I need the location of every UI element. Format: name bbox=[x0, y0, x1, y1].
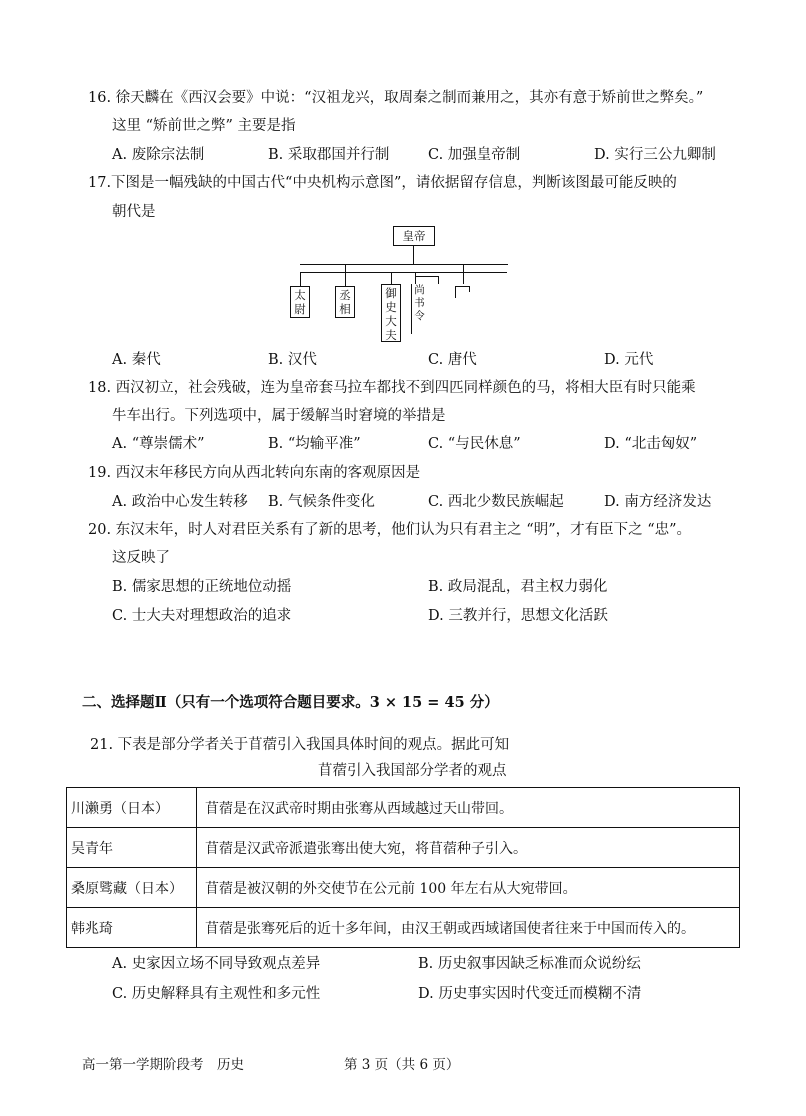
q21-option-b: B. 历史叙事因缺乏标准而众说纷纭 bbox=[418, 956, 641, 972]
q16-stem-line2: 这里 “矫前世之弊” 主要是指 bbox=[112, 118, 296, 134]
q21-table-title: 苜蓿引入我国部分学者的观点 bbox=[318, 763, 507, 779]
q18-stem-line2: 牛车出行。下列选项中，属于缓解当时窘境的举措是 bbox=[112, 408, 446, 424]
q19-option-a: A. 政治中心发生转移 bbox=[112, 494, 248, 510]
diagram-connector bbox=[300, 272, 301, 286]
diagram-box-shangshuling: 尚 书 令 bbox=[411, 284, 427, 334]
diagram-box-taiwei: 太 尉 bbox=[290, 286, 310, 318]
table-row bbox=[67, 828, 740, 868]
q19-option-c: C. 西北少数民族崛起 bbox=[428, 494, 564, 510]
q18-option-a: A. “尊崇儒术” bbox=[112, 436, 205, 452]
q16-option-a: A. 废除宗法制 bbox=[112, 147, 205, 163]
q21-option-c: C. 历史解释具有主观性和多元性 bbox=[112, 986, 321, 1002]
q17-option-b: B. 汉代 bbox=[268, 352, 317, 368]
table-row bbox=[67, 868, 740, 908]
q17-stem-line1: 17.下图是一幅残缺的中国古代“中央机构示意图”，请依据留存信息，判断该图最可能反映的 bbox=[88, 175, 677, 191]
q17-stem-line2: 朝代是 bbox=[112, 204, 156, 220]
diagram-fragment bbox=[469, 286, 470, 292]
diagram-fragment bbox=[455, 286, 469, 287]
q20-option-c: C. 士大夫对理想政治的追求 bbox=[112, 608, 292, 624]
q16-option-d: D. 实行三公九卿制 bbox=[594, 147, 716, 163]
q21-option-a: A. 史家因立场不同导致观点差异 bbox=[112, 956, 321, 972]
q20-option-d: D. 三教并行，思想文化活跃 bbox=[428, 608, 608, 624]
table-cell-scholar: 吴青年 bbox=[67, 828, 197, 868]
diagram-fragment bbox=[455, 286, 456, 298]
table-cell-view: 苜蓿是被汉朝的外交使节在公元前 100 年左右从大宛带回。 bbox=[197, 868, 740, 908]
diagram-box-yushidafu: 御 史 大 夫 bbox=[381, 284, 401, 342]
q20-option-b2: B. 政局混乱，君主权力弱化 bbox=[428, 579, 608, 595]
q17-option-a: A. 秦代 bbox=[112, 352, 161, 368]
q18-option-d: D. “北击匈奴” bbox=[604, 436, 698, 452]
footer-page-number: 第 3 页（共 6 页） bbox=[344, 1057, 460, 1073]
q16-option-c: C. 加强皇帝制 bbox=[428, 147, 521, 163]
q18-stem-line1: 18. 西汉初立，社会残破，连为皇帝套马拉车都找不到四匹同样颜色的马，将相大臣有时只能乘 bbox=[88, 380, 696, 396]
table-cell-view: 苜蓿是张骞死后的近十多年间，由汉王朝或西域诸国使者往来于中国而传入的。 bbox=[197, 908, 740, 948]
q18-option-b: B. “均输平准” bbox=[268, 436, 361, 452]
q21-option-d: D. 历史事实因时代变迁而模糊不清 bbox=[418, 986, 642, 1002]
q17-option-d: D. 元代 bbox=[604, 352, 654, 368]
table-row bbox=[67, 788, 740, 828]
table-row bbox=[67, 908, 740, 948]
scholars-views-table bbox=[66, 787, 740, 948]
diagram-box-emperor: 皇帝 bbox=[393, 226, 435, 246]
table-cell-scholar: 桑原骘藏（日本） bbox=[67, 868, 197, 908]
q18-option-c: C. “与民休息” bbox=[428, 436, 521, 452]
diagram-connector bbox=[415, 272, 416, 284]
table-cell-scholar: 川濑勇（日本） bbox=[67, 788, 197, 828]
diagram-connector bbox=[463, 264, 464, 284]
diagram-connector bbox=[438, 276, 439, 284]
q19-option-d: D. 南方经济发达 bbox=[604, 494, 712, 510]
section-2-title: 二、选择题Ⅱ（只有一个选项符合题目要求。3 × 15 = 45 分） bbox=[82, 694, 499, 711]
diagram-connector bbox=[300, 272, 415, 273]
central-institutions-diagram bbox=[285, 226, 520, 346]
q20-option-b1: B. 儒家思想的正统地位动摇 bbox=[112, 579, 292, 595]
diagram-connector bbox=[415, 276, 439, 277]
q19-stem: 19. 西汉末年移民方向从西北转向东南的客观原因是 bbox=[88, 465, 421, 481]
diagram-connector bbox=[345, 264, 346, 286]
diagram-box-chengxiang: 丞 相 bbox=[335, 286, 355, 318]
q17-option-c: C. 唐代 bbox=[428, 352, 477, 368]
table-cell-view: 苜蓿是汉武帝派遣张骞出使大宛，将苜蓿种子引入。 bbox=[197, 828, 740, 868]
table-cell-scholar: 韩兆琦 bbox=[67, 908, 197, 948]
table-cell-view: 苜蓿是在汉武帝时期由张骞从西域越过天山带回。 bbox=[197, 788, 740, 828]
diagram-connector bbox=[300, 264, 508, 265]
q16-stem-line1: 16. 徐天麟在《西汉会要》中说：“汉祖龙兴，取周秦之制而兼用之，其亦有意于矫前世之弊矣。” bbox=[88, 90, 704, 106]
footer-exam-label: 高一第一学期阶段考 历史 bbox=[82, 1057, 244, 1073]
q20-stem-line2: 这反映了 bbox=[112, 550, 170, 566]
q21-stem: 21. 下表是部分学者关于苜蓿引入我国具体时间的观点。据此可知 bbox=[90, 737, 510, 753]
q20-stem-line1: 20. 东汉末年，时人对君臣关系有了新的思考，他们认为只有君主之 “明”，才有臣下之 “忠”。 bbox=[88, 522, 692, 538]
diagram-connector bbox=[415, 272, 507, 273]
q19-option-b: B. 气候条件变化 bbox=[268, 494, 375, 510]
diagram-connector bbox=[413, 246, 414, 264]
q16-option-b: B. 采取郡国并行制 bbox=[268, 147, 390, 163]
